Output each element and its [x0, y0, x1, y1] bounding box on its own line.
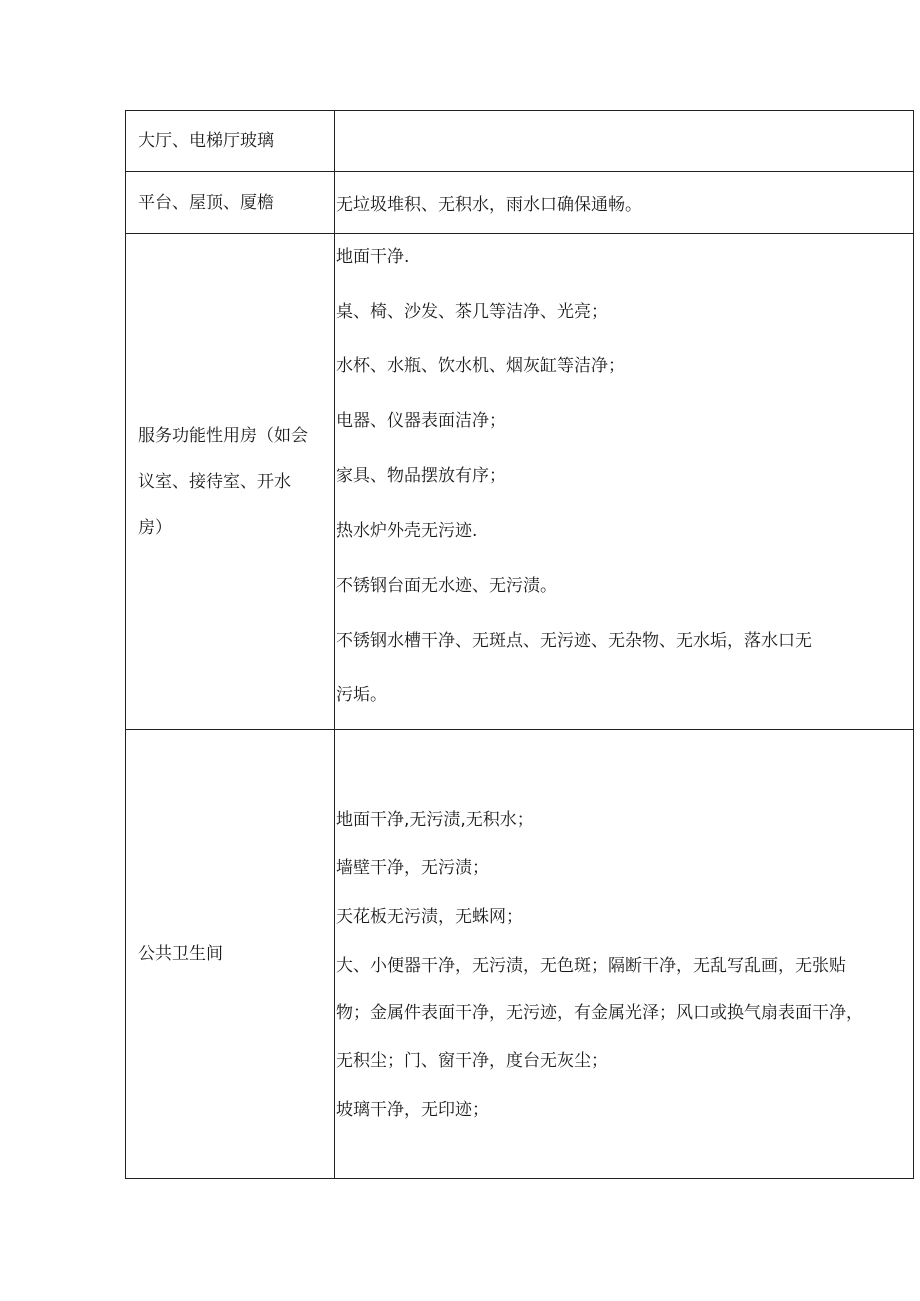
area-label-line: 服务功能性用房（如会 — [138, 425, 308, 446]
standard-line: 家具、物品摆放有序； — [336, 466, 506, 486]
standard-cell — [335, 172, 914, 234]
area-label-line: 议室、接待室、开水 — [138, 471, 291, 492]
standard-line: 电器、仪器表面洁净； — [336, 411, 506, 431]
standard-line: 污垢。 — [336, 685, 387, 705]
standard-line: 天花板无污渍，无蛛网； — [336, 907, 523, 927]
table-row — [126, 730, 914, 1179]
standard-line: 地面干净. — [336, 247, 410, 267]
area-label: 大厅、电梯厅玻璃 — [138, 131, 274, 151]
standard-line: 墙壁干净，无污渍； — [336, 858, 489, 878]
area-cell — [126, 234, 335, 730]
standard-line: 不锈钢水槽干净、无斑点、无污迹、无杂物、无水垢，落水口无 — [336, 631, 812, 651]
standard-line: 热水炉外壳无污迹. — [336, 521, 478, 541]
standard-line: 水杯、水瓶、饮水机、烟灰缸等洁净； — [336, 356, 625, 376]
area-cell — [126, 111, 335, 172]
standard-cell — [335, 111, 914, 172]
standard-line: 坡璃干净，无印迹； — [336, 1100, 489, 1120]
table-row — [126, 172, 914, 234]
table-row — [126, 111, 914, 172]
area-label: 平台、屋顶、厦檐 — [138, 192, 274, 213]
cleaning-standards-table — [125, 110, 914, 1179]
standard-line: 不锈钢台面无水迹、无污渍。 — [336, 576, 557, 596]
area-label: 公共卫生间 — [138, 944, 223, 964]
standard-line: 地面干净,无污渍,无积水； — [336, 810, 534, 830]
standard-line: 无垃圾堆积、无积水，雨水口确保通畅。 — [336, 195, 642, 215]
table-row — [126, 234, 914, 730]
standard-line: 大、小便器干净，无污渍，无色斑；隔断干净，无乱写乱画，无张贴 — [336, 956, 846, 976]
area-label-line: 房） — [138, 517, 172, 538]
standard-line: 无积尘；门、窗干净，度台无灰尘； — [336, 1051, 608, 1071]
standard-cell — [335, 234, 914, 730]
standard-cell — [335, 730, 914, 1179]
standard-line: 桌、椅、沙发、茶几等洁净、光亮； — [336, 302, 608, 322]
standard-line: 物；金属件表面干净，无污迹，有金属光泽；风口或换气扇表面干净， — [336, 1003, 863, 1023]
area-cell — [126, 730, 335, 1179]
area-cell — [126, 172, 335, 234]
